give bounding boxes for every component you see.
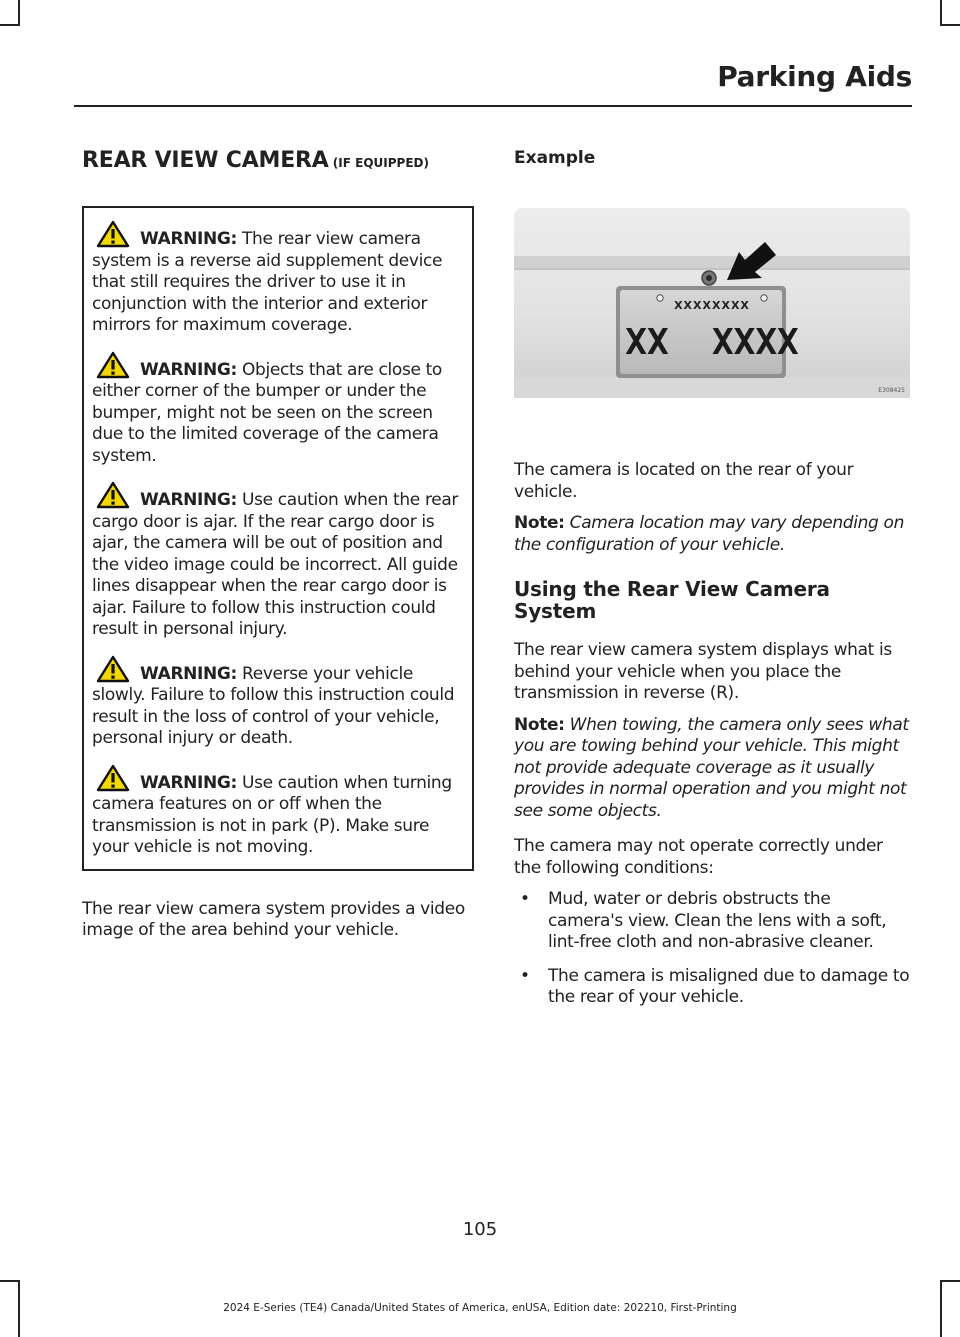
warning-text: Use caution when the rear cargo door is ajar. If the rear cargo door is ajar, the camera will be out of position and the video image could be incorrect. All guide lines disappear when the rear cargo door is ajar. Failure to follow this instruction could result in personal injury. — [92, 490, 459, 639]
crop-mark — [0, 1280, 20, 1282]
conditions-list — [514, 889, 910, 1009]
note-text: When towing, the camera only sees what you are towing behind your vehicle. This might not provide adequate coverage as it usually provides in normal operation and you might not see some objects. — [514, 714, 909, 821]
warning-triangle-icon — [92, 351, 134, 379]
page-title: Parking Aids — [717, 60, 912, 93]
warning-item — [92, 351, 464, 468]
warning-label: WARNING: — [140, 490, 237, 510]
subsection-heading: Using the Rear View Camera System — [514, 577, 830, 623]
warning-text: The rear view camera system is a reverse aid supplement device that still requires the driver to use it in conjunction with the interior and exterior mirrors for maximum coverage. — [92, 229, 443, 335]
towing-note-paragraph — [514, 715, 910, 823]
note-text: Camera location may vary depending on the configuration of your vehicle. — [514, 513, 905, 555]
list-item-text: Mud, water or debris obstructs the camera's view. Clean the lens with a soft, lint-free cloth and non-abrasive cleaner. — [548, 889, 887, 952]
camera-location-paragraph: The camera is located on the rear of your vehicle. — [514, 460, 854, 502]
warning-label: WARNING: — [140, 359, 237, 380]
warning-box — [82, 206, 474, 871]
list-item — [514, 966, 910, 1009]
section-heading-suffix: (IF EQUIPPED) — [328, 156, 429, 170]
section-heading — [82, 146, 474, 178]
warning-text: Objects that are close to either corner of the bumper or under the bumper, might not be seen on the screen due to the limited coverage of the camera system. — [92, 359, 442, 466]
plate-main-text: XX XXXX — [625, 322, 799, 363]
conditions-intro-paragraph: The camera may not operate correctly under the following conditions: — [514, 836, 883, 878]
crop-mark — [940, 1280, 960, 1282]
left-column — [82, 146, 474, 942]
warning-item — [92, 655, 464, 750]
warning-label: WARNING: — [140, 229, 237, 249]
warning-triangle-icon — [92, 220, 134, 248]
warning-text: Use caution when turning camera features on or off when the transmission is not in park (P). Make sure your vehicle is not moving. — [92, 772, 452, 857]
page-number: 105 — [462, 1219, 498, 1240]
right-column — [514, 146, 910, 1021]
crop-mark — [940, 24, 960, 26]
warning-item — [92, 764, 464, 859]
figure-code: E308425 — [878, 387, 905, 394]
bullet-icon: • — [520, 965, 530, 986]
warning-triangle-icon — [92, 481, 134, 509]
displays-paragraph: The rear view camera system displays what is behind your vehicle when you place the transmission in reverse (R). — [514, 640, 892, 703]
section-heading-text: REAR VIEW CAMERA — [82, 148, 329, 173]
crop-mark — [940, 0, 942, 26]
license-plate-camera-illustration — [514, 208, 910, 398]
warning-label: WARNING: — [140, 663, 237, 684]
warning-label: WARNING: — [140, 772, 237, 793]
note-label: Note: — [514, 513, 565, 533]
footer-text: 2024 E-Series (TE4) Canada/United States of America, enUSA, Edition date: 202210, First-Printing — [223, 1302, 737, 1314]
list-item — [514, 889, 910, 954]
plate-top-text: XXXXXXXX — [674, 299, 750, 312]
note-label: Note: — [514, 714, 565, 735]
note-paragraph — [514, 513, 910, 556]
warning-triangle-icon — [92, 764, 134, 792]
warning-item — [92, 220, 464, 337]
warning-text: Reverse your vehicle slowly. Failure to follow this instruction could result in the loss of control of your vehicle, personal injury or death. — [92, 663, 455, 748]
bullet-icon: • — [520, 889, 530, 909]
list-item-text: The camera is misaligned due to damage to the rear of your vehicle. — [548, 965, 910, 1007]
warning-triangle-icon — [92, 655, 134, 683]
warning-item — [92, 481, 464, 641]
crop-mark — [0, 24, 20, 26]
title-rule — [74, 105, 912, 107]
example-label: Example — [514, 148, 596, 168]
intro-paragraph: The rear view camera system provides a video image of the area behind your vehicle. — [82, 898, 465, 940]
crop-mark — [18, 0, 20, 26]
